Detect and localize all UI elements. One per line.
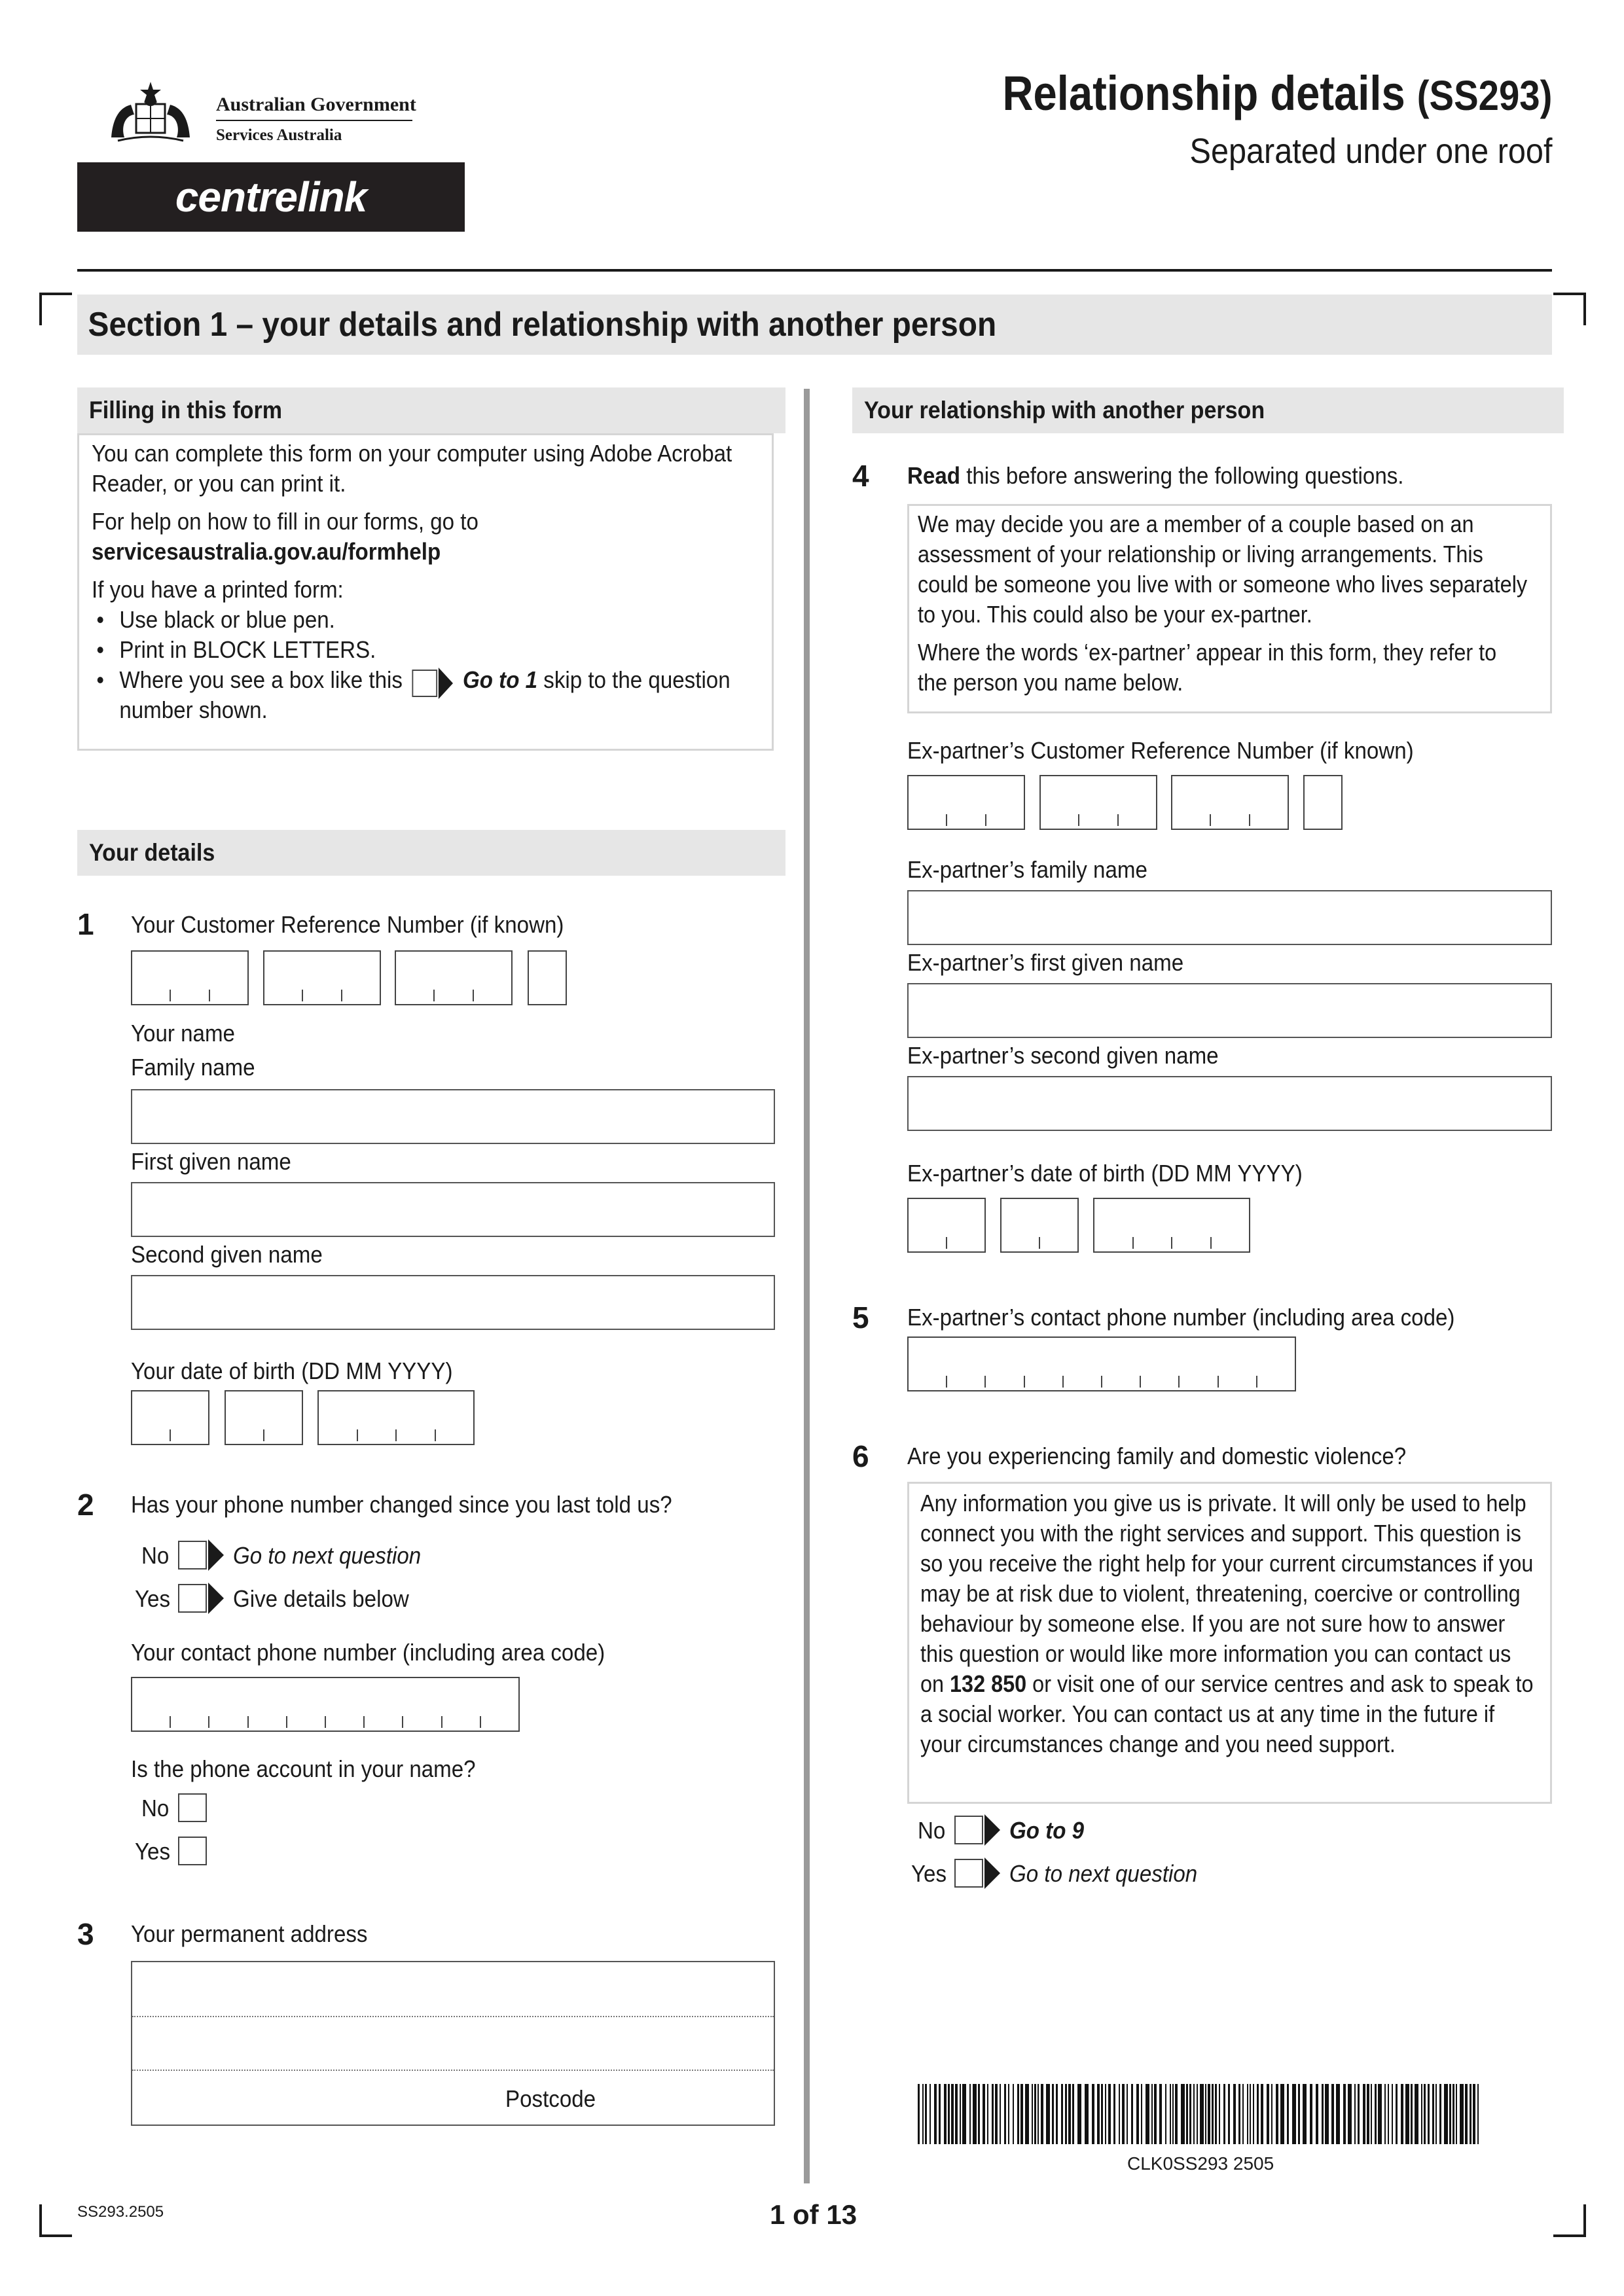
crn-block-4[interactable]: [528, 950, 567, 1005]
barcode-bar: [978, 2084, 980, 2144]
q6-info-text: Any information you give us is private. It will only be used to help connect you with the right services and support. This question is so you receive the right help for your current circumstances if you may be at risk due to violent, threatening, coercive or controlling behaviour by someone else. If you are not sure how to answer this question or would like more information you can contact us on 132 850 or visit one of our service centres and ask to speak to a social worker. You can contact us at any time in the future if your circumstances change and you need support.: [920, 1490, 1534, 1757]
question-5-number: 5: [852, 1300, 869, 1335]
barcode-bar: [1432, 2084, 1434, 2144]
section-1-header: [77, 295, 1552, 355]
barcode-bar: [960, 2084, 961, 2144]
filling-p2: For help on how to fill in our forms, go to: [92, 508, 478, 535]
barcode-bar: [929, 2084, 931, 2144]
barcode-bar: [1257, 2084, 1259, 2144]
barcode-bar: [918, 2084, 920, 2144]
q4-label: Read this before answering the following questions.: [907, 462, 1404, 489]
barcode-bar: [1041, 2084, 1043, 2144]
barcode-bar: [1172, 2084, 1174, 2144]
barcode-bar: [1004, 2084, 1006, 2144]
example-checkbox: [412, 670, 438, 697]
barcode-bar: [1310, 2084, 1312, 2144]
barcode-bar: [1267, 2084, 1269, 2144]
address-input[interactable]: [131, 1961, 775, 2126]
column-divider: [804, 389, 810, 2183]
barcode-bar: [1322, 2084, 1324, 2144]
barcode-text: CLK0SS293 2505: [1127, 2153, 1274, 2174]
barcode-bar: [1325, 2084, 1329, 2144]
barcode-bar: [1056, 2084, 1058, 2144]
filling-info-text: [92, 439, 772, 725]
barcode-bar: [1367, 2084, 1369, 2144]
barcode-bar: [1085, 2084, 1089, 2144]
q5-label: Ex-partner’s contact phone number (including area code): [907, 1304, 1455, 1331]
barcode-bar: [1424, 2084, 1426, 2144]
barcode-bar: [1378, 2084, 1382, 2144]
postcode-label: Postcode: [505, 2085, 596, 2112]
q2-no-checkbox[interactable]: [178, 1541, 207, 1570]
barcode-bar: [992, 2084, 994, 2144]
ex-family-name-label: Ex-partner’s family name: [907, 856, 1147, 883]
acct-no-checkbox[interactable]: [178, 1793, 207, 1822]
barcode-bar: [1077, 2084, 1081, 2144]
barcode-bar: [1097, 2084, 1100, 2144]
q1-label: Your Customer Reference Number (if known): [131, 911, 564, 938]
bullet-block-letters: • Print in BLOCK LETTERS.: [92, 635, 766, 665]
barcode-bar: [925, 2084, 927, 2144]
barcode-bar: [1061, 2084, 1063, 2144]
dob-day[interactable]: [131, 1390, 209, 1445]
barcode-bar: [1439, 2084, 1441, 2144]
crop-mark-bottom-right: [1553, 2204, 1586, 2237]
barcode-bar: [962, 2084, 966, 2144]
barcode-bar: [1072, 2084, 1074, 2144]
barcode-bar: [1193, 2084, 1195, 2144]
barcode-bar: [969, 2084, 971, 2144]
barcode-bar: [1250, 2084, 1251, 2144]
barcode-bar: [955, 2084, 958, 2144]
barcode-bar: [1456, 2084, 1457, 2144]
bullet-pen: • Use black or blue pen.: [92, 605, 766, 635]
barcode-bar: [1388, 2084, 1389, 2144]
dv-phone-number: 132 850: [950, 1670, 1027, 1697]
barcode-bar: [1108, 2084, 1111, 2144]
q2-no-goto: Go to next question: [233, 1542, 422, 1569]
formhelp-link[interactable]: servicesaustralia.gov.au/formhelp: [92, 538, 441, 565]
q6-no-label: No: [918, 1817, 946, 1844]
barcode-bar: [1020, 2084, 1023, 2144]
phone-account-label: Is the phone account in your name?: [131, 1755, 476, 1782]
page-number: 1 of 13: [770, 2199, 857, 2230]
agency-name: Services Australia: [216, 126, 342, 144]
barcode-bar: [1119, 2084, 1120, 2144]
q2-yes-label: Yes: [135, 1585, 171, 1612]
barcode-bar: [1205, 2084, 1206, 2144]
ex-dob-label: Ex-partner’s date of birth (DD MM YYYY): [907, 1160, 1303, 1187]
barcode: [918, 2084, 1487, 2144]
barcode-bar: [1354, 2084, 1356, 2144]
barcode-bar: [1303, 2084, 1307, 2144]
barcode-bar: [1122, 2084, 1125, 2144]
government-crest: [98, 75, 203, 147]
second-given-name-input[interactable]: [131, 1275, 775, 1330]
barcode-bar: [1276, 2084, 1278, 2144]
barcode-bar: [1181, 2084, 1185, 2144]
barcode-bar: [1032, 2084, 1033, 2144]
barcode-bar: [1444, 2084, 1448, 2144]
acct-no-label: No: [141, 1795, 170, 1821]
barcode-bar: [987, 2084, 988, 2144]
dob-month[interactable]: [225, 1390, 303, 1445]
barcode-bar: [1415, 2084, 1418, 2144]
family-name-input[interactable]: [131, 1089, 775, 1144]
barcode-bar: [1017, 2084, 1019, 2144]
filling-heading: Filling in this form: [77, 387, 785, 433]
bullet-goto: • Where you see a box like this Go to 1 skip to the question number shown.: [92, 665, 766, 725]
crn-block-3[interactable]: [395, 950, 513, 1005]
barcode-bar: [1449, 2084, 1451, 2144]
barcode-bar: [1046, 2084, 1050, 2144]
barcode-bar: [1189, 2084, 1191, 2144]
barcode-bar: [1421, 2084, 1422, 2144]
barcode-bar: [1113, 2084, 1115, 2144]
contact-phone-input[interactable]: [131, 1677, 520, 1732]
crop-mark-top-left: [39, 293, 72, 325]
barcode-bar: [1435, 2084, 1437, 2144]
barcode-bar: [1065, 2084, 1067, 2144]
ex-dob-year[interactable]: [1093, 1198, 1250, 1253]
barcode-bar: [1013, 2084, 1014, 2144]
page-title: Relationship details (SS293): [1002, 66, 1552, 120]
q6-yes-checkbox[interactable]: [954, 1859, 983, 1888]
question-3-number: 3: [77, 1917, 94, 1951]
question-4-number: 4: [852, 459, 869, 493]
barcode-bar: [1477, 2084, 1479, 2144]
barcode-bar: [1358, 2084, 1360, 2144]
barcode-bar: [1197, 2084, 1198, 2144]
barcode-bar: [1473, 2084, 1475, 2144]
barcode-bar: [1401, 2084, 1403, 2144]
your-details-heading: Your details: [77, 830, 785, 876]
barcode-bar: [1336, 2084, 1340, 2144]
barcode-bar: [934, 2084, 937, 2144]
barcode-bar: [1228, 2084, 1230, 2144]
barcode-bar: [1151, 2084, 1153, 2144]
filling-p3: If you have a printed form:: [92, 576, 344, 603]
q6-yes-goto: Go to next question: [1009, 1860, 1198, 1887]
barcode-bar: [1428, 2084, 1430, 2144]
barcode-bar: [948, 2084, 950, 2144]
filling-p1: You can complete this form on your computer using Adobe Acrobat Reader, or you can print it.: [92, 440, 732, 497]
barcode-bar: [1165, 2084, 1166, 2144]
barcode-bar: [944, 2084, 947, 2144]
barcode-bar: [1186, 2084, 1188, 2144]
barcode-bar: [1223, 2084, 1225, 2144]
barcode-bar: [1375, 2084, 1377, 2144]
filling-bullets: [92, 605, 766, 725]
q2-no-arrow-icon: [208, 1539, 224, 1571]
your-name-label: Your name: [131, 1020, 235, 1047]
barcode-bar: [1101, 2084, 1103, 2144]
barcode-bar: [1247, 2084, 1248, 2144]
barcode-bar: [1238, 2084, 1240, 2144]
barcode-bar: [939, 2084, 941, 2144]
barcode-bar: [1200, 2084, 1204, 2144]
barcode-bar: [1253, 2084, 1254, 2144]
barcode-bar: [1154, 2084, 1157, 2144]
ex-crn-block-3[interactable]: [1171, 775, 1289, 830]
barcode-bar: [1092, 2084, 1094, 2144]
first-given-name-input[interactable]: [131, 1182, 775, 1237]
barcode-bar: [1453, 2084, 1454, 2144]
crn-block-2[interactable]: [263, 950, 381, 1005]
acct-yes-label: Yes: [135, 1838, 171, 1865]
barcode-bar: [1219, 2084, 1220, 2144]
barcode-bar: [1292, 2084, 1296, 2144]
address-line-divider-2: [132, 2070, 774, 2071]
q6-yes-arrow-icon: [984, 1857, 1000, 1889]
barcode-bar: [1460, 2084, 1464, 2144]
ex-first-given-label: Ex-partner’s first given name: [907, 949, 1184, 976]
barcode-bar: [922, 2084, 924, 2144]
ex-dob-month[interactable]: [1000, 1198, 1079, 1253]
ex-dob-day[interactable]: [907, 1198, 986, 1253]
barcode-bar: [1343, 2084, 1346, 2144]
barcode-bar: [1384, 2084, 1386, 2144]
gov-name: Australian Government: [216, 94, 416, 115]
ex-crn-block-2[interactable]: [1039, 775, 1157, 830]
barcode-bar: [1170, 2084, 1171, 2144]
barcode-bar: [1000, 2084, 1001, 2144]
logo-divider: [216, 120, 412, 121]
barcode-bar: [1316, 2084, 1318, 2144]
barcode-bar: [1175, 2084, 1178, 2144]
second-given-name-label: Second given name: [131, 1241, 323, 1268]
q2-yes-arrow-icon: [208, 1583, 224, 1614]
example-arrow-icon: [439, 668, 453, 699]
q3-label: Your permanent address: [131, 1920, 368, 1947]
barcode-bar: [1233, 2084, 1236, 2144]
barcode-bar: [1141, 2084, 1142, 2144]
ex-family-name-input[interactable]: [907, 890, 1552, 945]
barcode-bar: [1159, 2084, 1162, 2144]
section-1-title: Section 1 – your details and relationship with another person: [88, 306, 997, 344]
dob-year[interactable]: [317, 1390, 475, 1445]
family-name-label: Family name: [131, 1054, 255, 1081]
barcode-bar: [1465, 2084, 1468, 2144]
barcode-bar: [1242, 2084, 1244, 2144]
barcode-bar: [1280, 2084, 1284, 2144]
barcode-bar: [1131, 2084, 1133, 2144]
barcode-bar: [1405, 2084, 1409, 2144]
form-code-footer: SS293.2505: [77, 2203, 164, 2221]
barcode-bar: [1261, 2084, 1263, 2144]
q4-info-text: [918, 509, 1530, 698]
barcode-bar: [1287, 2084, 1289, 2144]
barcode-bar: [1034, 2084, 1036, 2144]
q6-no-goto: Go to 9: [1009, 1817, 1085, 1844]
barcode-bar: [1470, 2084, 1471, 2144]
header-rule: [77, 269, 1552, 272]
q4-info-p1: We may decide you are a member of a couple based on an assessment of your relationship or living arrangements. This could be someone you live with or someone who lives separately to you. This could also be your ex-partner.: [918, 511, 1528, 628]
question-1-number: 1: [77, 907, 94, 941]
ex-second-given-input[interactable]: [907, 1076, 1552, 1131]
first-given-name-label: First given name: [131, 1148, 291, 1175]
barcode-bar: [1127, 2084, 1128, 2144]
q4-info-p2: Where the words ‘ex-partner’ appear in this form, they refer to the person you name below.: [918, 639, 1497, 696]
form-code: (SS293): [1416, 72, 1552, 119]
crn-block-1[interactable]: [131, 950, 249, 1005]
barcode-bar: [1363, 2084, 1365, 2144]
barcode-bar: [1136, 2084, 1139, 2144]
address-line-divider-1: [132, 2016, 774, 2017]
centrelink-logo: centrelink: [77, 162, 465, 232]
question-6-number: 6: [852, 1439, 869, 1473]
barcode-bar: [973, 2084, 977, 2144]
barcode-bar: [1331, 2084, 1334, 2144]
q6-yes-label: Yes: [911, 1860, 947, 1887]
ex-crn-block-4[interactable]: [1303, 775, 1343, 830]
barcode-bar: [1068, 2084, 1071, 2144]
barcode-bar: [951, 2084, 954, 2144]
contact-phone-label: Your contact phone number (including area code): [131, 1639, 605, 1666]
barcode-bar: [1371, 2084, 1372, 2144]
ex-second-given-label: Ex-partner’s second given name: [907, 1042, 1219, 1069]
barcode-bar: [1052, 2084, 1054, 2144]
ex-phone-input[interactable]: [907, 1336, 1296, 1391]
ex-first-given-input[interactable]: [907, 983, 1552, 1038]
q2-yes-goto: Give details below: [233, 1585, 409, 1612]
crop-mark-top-right: [1553, 293, 1586, 325]
barcode-bar: [1212, 2084, 1214, 2144]
barcode-bar: [995, 2084, 998, 2144]
barcode-bar: [1348, 2084, 1352, 2144]
barcode-bar: [1008, 2084, 1009, 2144]
barcode-bar: [1298, 2084, 1300, 2144]
q2-yes-checkbox[interactable]: [178, 1584, 207, 1613]
barcode-bar: [1411, 2084, 1413, 2144]
barcode-bar: [1105, 2084, 1106, 2144]
relationship-heading: Your relationship with another person: [852, 387, 1564, 433]
question-2-number: 2: [77, 1488, 94, 1522]
barcode-bar: [1025, 2084, 1029, 2144]
barcode-bar: [1396, 2084, 1398, 2144]
q2-label: Has your phone number changed since you last told us?: [131, 1491, 672, 1518]
barcode-bar: [1271, 2084, 1272, 2144]
q2-no-label: No: [141, 1542, 170, 1569]
page-subtitle: Separated under one roof: [1189, 132, 1552, 171]
q6-no-checkbox[interactable]: [954, 1816, 983, 1844]
ex-crn-label: Ex-partner’s Customer Reference Number (if known): [907, 737, 1414, 764]
barcode-bar: [1392, 2084, 1393, 2144]
q6-no-arrow-icon: [984, 1814, 1000, 1846]
q6-label: Are you experiencing family and domestic violence?: [907, 1443, 1407, 1469]
barcode-graphic: [918, 2084, 1487, 2144]
barcode-bar: [1208, 2084, 1210, 2144]
ex-crn-block-1[interactable]: [907, 775, 1025, 830]
acct-yes-checkbox[interactable]: [178, 1837, 207, 1865]
crop-mark-bottom-left: [39, 2204, 72, 2237]
barcode-bar: [983, 2084, 985, 2144]
barcode-bar: [1146, 2084, 1149, 2144]
barcode-bar: [1215, 2084, 1217, 2144]
dob-label: Your date of birth (DD MM YYYY): [131, 1357, 453, 1384]
barcode-bar: [1038, 2084, 1039, 2144]
